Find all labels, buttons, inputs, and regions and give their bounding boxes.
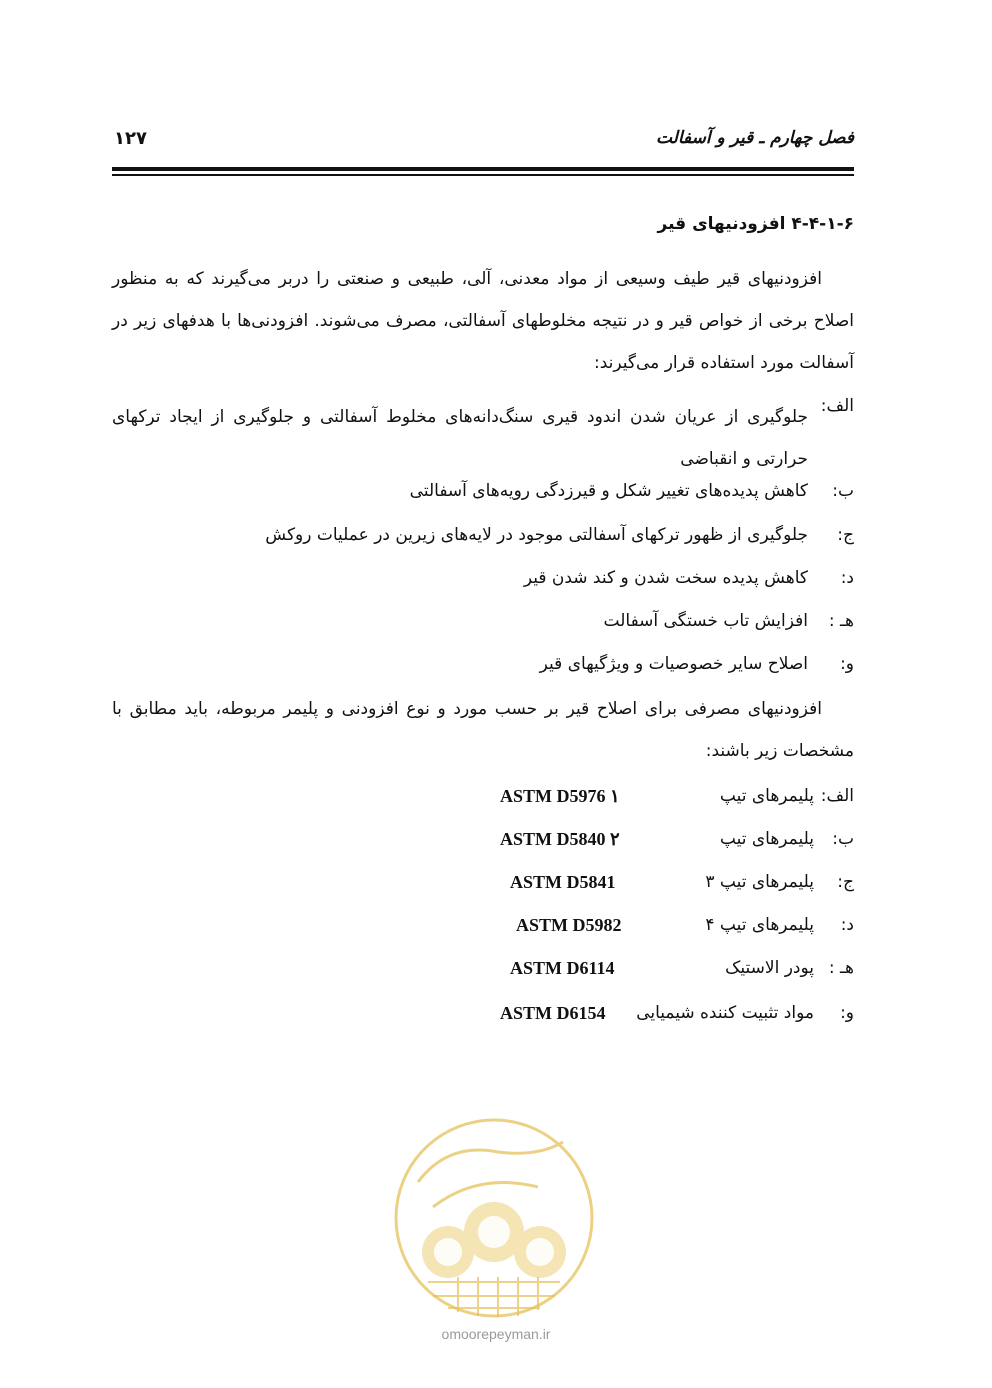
standard-item bbox=[112, 864, 854, 906]
goal-label: ج: bbox=[837, 525, 854, 545]
standard-name: پودر الاستیک bbox=[725, 958, 814, 978]
section-heading: ۴-۴-۱-۶ افزودنیهای قیر bbox=[657, 214, 854, 234]
spec-intro-paragraph: افزودنیهای مصرفی برای اصلاح قیر بر حسب مورد و نوع افزودنی و پلیمر مربوطه، باید مطابق با مشخصات زیر باشند: bbox=[112, 699, 854, 761]
standard-name: پلیمرهای تیپ bbox=[719, 786, 814, 806]
standard-label: و: bbox=[840, 1003, 854, 1023]
standard-item bbox=[112, 995, 854, 1037]
goal-item bbox=[112, 603, 854, 645]
standard-item bbox=[112, 821, 854, 863]
goal-text: کاهش پدیده‌های تغییر شکل و قیرزدگی رویه‌های آسفالتی bbox=[409, 481, 808, 501]
goal-label: و: bbox=[840, 654, 854, 674]
header-rule-thick bbox=[112, 167, 854, 171]
standard-name: پلیمرهای تیپ ۳ bbox=[705, 872, 814, 892]
goal-text: افزایش تاب خستگی آسفالت bbox=[603, 611, 808, 631]
standard-label: ب: bbox=[832, 829, 854, 849]
page-number: ۱۲۷ bbox=[114, 128, 147, 149]
standard-code: ASTM D6154 bbox=[500, 1003, 606, 1023]
intro-paragraph: افزودنیهای قیر طیف وسیعی از مواد معدنی، آلی، طبیعی و صنعتی را دربر می‌گیرند که به منظور اصلاح برخی از خواص قیر و در نتیجه مخلوطهای آسفالتی، مصرف می‌شوند. افزودنی‌ها با هدفهای زیر در آسفالت مورد استفاده قرار می‌گیرند: bbox=[112, 269, 854, 373]
goal-item bbox=[112, 560, 854, 602]
standard-item bbox=[112, 778, 854, 820]
goal-text: جلوگیری از ظهور ترکهای آسفالتی موجود در لایه‌های زیرین در عملیات روکش bbox=[265, 525, 808, 545]
standard-label: د: bbox=[840, 915, 854, 935]
chapter-title: فصل چهارم ـ قیر و آسفالت bbox=[655, 128, 854, 148]
standard-name: پلیمرهای تیپ bbox=[719, 829, 814, 849]
goal-label: د: bbox=[840, 568, 854, 588]
standard-code: ASTM D5976 ۱ bbox=[500, 786, 620, 806]
standard-label: الف: bbox=[820, 786, 854, 806]
standard-code: ASTM D6114 bbox=[510, 958, 615, 978]
goal-text: جلوگیری از عریان شدن اندود قیری سنگ‌دانه‌های مخلوط آسفالتی و جلوگیری از ایجاد ترکهای حرارتی و انقباضی bbox=[112, 407, 808, 469]
watermark-site: omoorepeyman.ir bbox=[441, 1326, 551, 1342]
goal-text: اصلاح سایر خصوصیات و ویژگیهای قیر bbox=[539, 654, 808, 674]
goal-text: کاهش پدیده سخت شدن و کند شدن قیر bbox=[523, 568, 808, 588]
standard-code: ASTM D5982 bbox=[516, 915, 622, 935]
header-rule-thin bbox=[112, 174, 854, 176]
standard-name: پلیمرهای تیپ ۴ bbox=[705, 915, 814, 935]
standard-name: مواد تثبیت کننده شیمیایی bbox=[636, 1003, 814, 1023]
goal-item bbox=[112, 646, 854, 688]
standard-item bbox=[112, 907, 854, 949]
goal-item bbox=[112, 388, 854, 472]
standard-code: ASTM D5841 bbox=[510, 872, 616, 892]
standard-code: ASTM D5840 ۲ bbox=[500, 829, 620, 849]
standard-label: هـ : bbox=[828, 958, 854, 978]
goal-item bbox=[112, 517, 854, 559]
goal-label: ب: bbox=[832, 481, 854, 501]
standard-item bbox=[112, 950, 854, 992]
goal-label: الف: bbox=[820, 396, 854, 416]
goal-label: هـ : bbox=[828, 611, 854, 631]
goal-item bbox=[112, 473, 854, 515]
standard-label: ج: bbox=[837, 872, 854, 892]
page-header bbox=[112, 128, 854, 158]
watermark-logo-icon bbox=[388, 1112, 600, 1324]
